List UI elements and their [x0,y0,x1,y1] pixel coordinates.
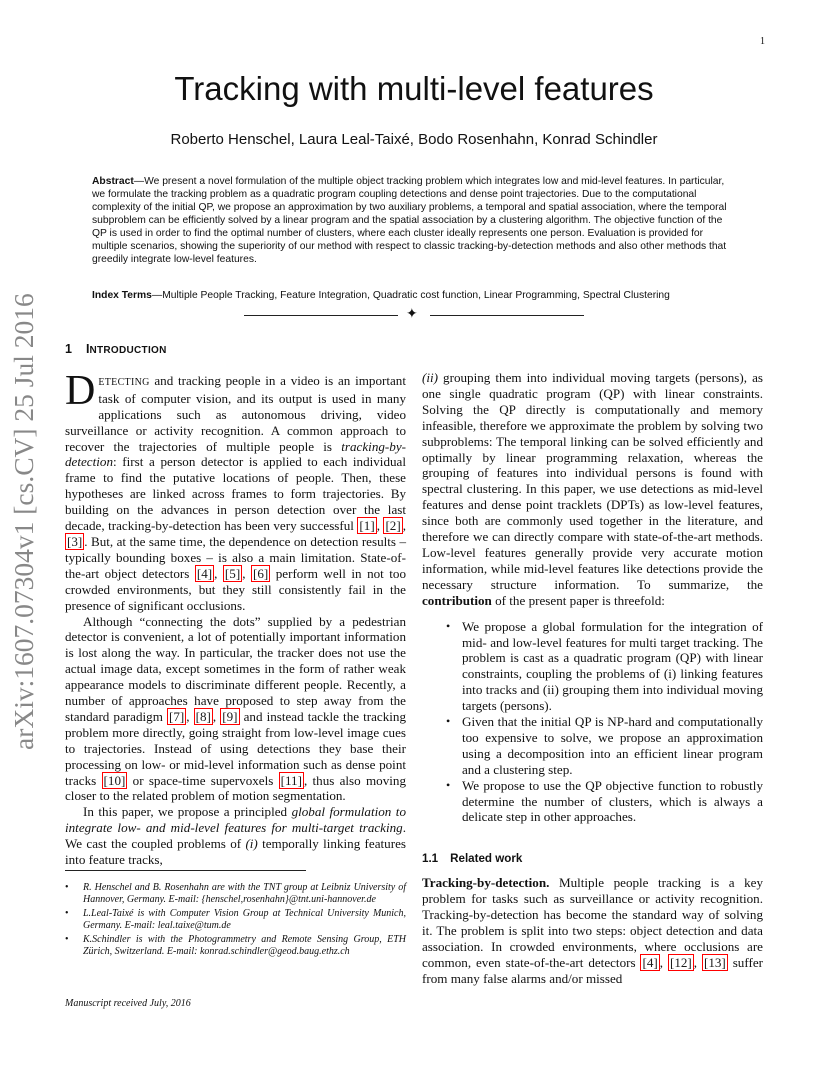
intro-paragraph-1: DETECTING and tracking people in a video is an important task of computer vision, and its output is used in many applications such as autonomous driving, video surveillance or activity recognition. A common approach to recover the trajectories of multiple people is tracking-by-detection: first a person detector is applied to each individual frame to find the putative locations of people. Then, these hypotheses are linked across frames to form trajectories. By building on the advances in person detection over the last decade, tracking-by-detection has been very successful [1] , [2] , [3] . But, at the same time, the dependence on detection results – typically bounding boxes – is also a main limitation. State-of-the-art object detectors [4] , [5] , [6] perform well in not too crowded environments, but they still consistently fail in the presence of significant occlusions. [65,367,407,613]
manuscript-note: Manuscript received July, 2016 [65,998,191,1009]
left-column [65,340,406,868]
citation-link[interactable]: [9] [222,708,238,724]
intro-paragraph-3: In this paper, we propose a principled global formulation to integrate low- and mid-level features for multi-target tracking. We cast the coupled problems of (i) temporally linking features into feature tracks, [65,804,406,868]
footnote: • L.Leal-Taixé is with Computer Vision Group at Technical University Munich, Germany. E-mail: leal.taixe@tum.de [65,908,406,933]
drop-cap: D [65,367,96,414]
related-work-paragraph: Tracking-by-detection. Multiple people tracking is a key problem for tasks such as surveillance or activity recognition. Tracking-by-detection has become the standard way of solving it. The problem is split into two steps: object detection and data association. In crowded environments, where occlusions are common, even state-of-the-art detectors [4] , [12] , [13] suffer from many false alarms and/or missed [422,875,764,986]
citation-link[interactable]: [5] [224,565,241,581]
citation-link[interactable]: [4] [642,954,658,970]
divider-line-right [430,315,584,316]
index-terms-label: Index Terms [92,290,152,301]
abstract-label: Abstract [92,176,134,187]
author-footnotes [65,882,406,959]
page-number: 1 [760,36,765,47]
citation-link[interactable]: [3] [67,533,83,549]
intro-paragraph-3-continued: (ii) grouping them into individual moving targets (persons), as one single quadratic program (QP) with linear constraints. Solving the QP directly is computationally and memory infeasible, therefore we approximate the problem by solving two subproblems: The temporal linking can be solved efficiently and optimally by linear programming relaxation, whereas the grouping of features into individual persons is found with spectral clustering. In this paper, we use detections as mid-level features and dense point tracklets (DPTs) as low-level features, since both are commonly used together in the literature, and therefore we can directly compare with state-of-the-art methods. Low-level features generally provide very accurate motion information, while mid-level features like detections provide the necessary structure information. To summarize, the contribution of the present paper is threefold: [422,370,763,608]
citation-link[interactable]: [6] [252,565,269,581]
abstract [92,175,736,266]
citation-link[interactable]: [11] [280,772,302,788]
citation-link[interactable]: [4] [196,565,213,581]
footnote: • R. Henschel and B. Rosenhahn are with the TNT group at Leibniz University of Hannover, Germany. E-mail: {henschel,rosenhahn}@tnt.uni-hannover.de [65,882,406,907]
divider-line-left [244,315,398,316]
subsection-heading: 1.1 Related work [422,852,523,866]
citation-link[interactable]: [2] [385,518,401,534]
section-divider [244,306,584,323]
intro-paragraph-2: Although “connecting the dots” supplied by a pedestrian detector is convenient, a lot of potentially important information is lost along the way. In particular, the tracker does not use the actual image data, except sometimes in the form of rather weak appearance models to discriminate different people. Recently, a number of approaches have proposed to step away from the standard paradigm [7] , [8] , [9] and instead tackle the tracking problem more directly, going straight from low-level image cues to trajectories. Instead of using detections they base their processing on low- or mid-level information such as dense point tracks [10] or space-time supervoxels [11] , thus also moving closer to the related problem of motion segmentation. [65,613,407,804]
paper-title: Tracking with multi-level features [174,70,654,107]
citation-link[interactable]: [12] [669,954,692,970]
list-item: • We propose a global formulation for the integration of mid- and low-level features for multi target tracking. The problem is cast as a quadratic program (QP) with linear constraints, coupling the problems of (i) linking features into tracks and (ii) grouping them into individual moving targets (persons). [422,619,763,714]
arxiv-stamp: arXiv:1607.07304v1 [cs.CV] 25 Jul 2016 [8,293,39,750]
index-terms [92,289,736,302]
citation-link[interactable]: [1] [359,518,375,534]
contribution-list [422,619,763,826]
section-heading: 1 INTRODUCTION [65,342,167,356]
citation-link[interactable]: [10] [103,772,126,788]
author-list: Roberto Henschel, Laura Leal-Taixé, Bodo Rosenhahn, Konrad Schindler [170,131,658,148]
footnote-rule [65,870,306,871]
right-column [422,370,763,987]
divider-star-icon: ✦ [406,306,418,322]
list-item: • Given that the initial QP is NP-hard and computationally too expensive to solve, we propose an approximation using a decomposition into an efficient linear program and a clustering step. [422,714,763,778]
citation-link[interactable]: [13] [703,954,726,970]
list-item: • We propose to use the QP objective function to robustly determine the number of clusters, which is always a delicate step in other approaches. [422,778,763,826]
citation-link[interactable]: [7] [168,708,185,724]
index-terms-text: —Multiple People Tracking, Feature Integration, Quadratic cost function, Linear Programming, Spectral Clustering [151,290,670,301]
citation-link[interactable]: [8] [195,708,211,724]
footnote: • K.Schindler is with the Photogrammetry and Remote Sensing Group, ETH Zürich, Switzerland. E-mail: konrad.schindler@geod.baug.ethz.ch [65,934,406,959]
abstract-text: —We present a novel formulation of the multiple object tracking problem which integrates low and mid-level features. In particular, we formulate the tracking problem as a quadratic program coupling detections and dense point trajectories. Due to the computational complexity of the initial QP, we propose an approximation by two auxiliary problems, a temporal and spatial association, where the temporal subproblem can be efficiently solved by a linear program and the spatial association by a clustering algorithm. The objective function of the QP is used in order to find the optimal number of clusters, where each cluster ideally represents one person. Evaluation is provided for multiple scenarios, showing the superiority of our method with respect to classic tracking-by-detection methods and also other methods that greedily integrate low-level features. [92,176,727,265]
